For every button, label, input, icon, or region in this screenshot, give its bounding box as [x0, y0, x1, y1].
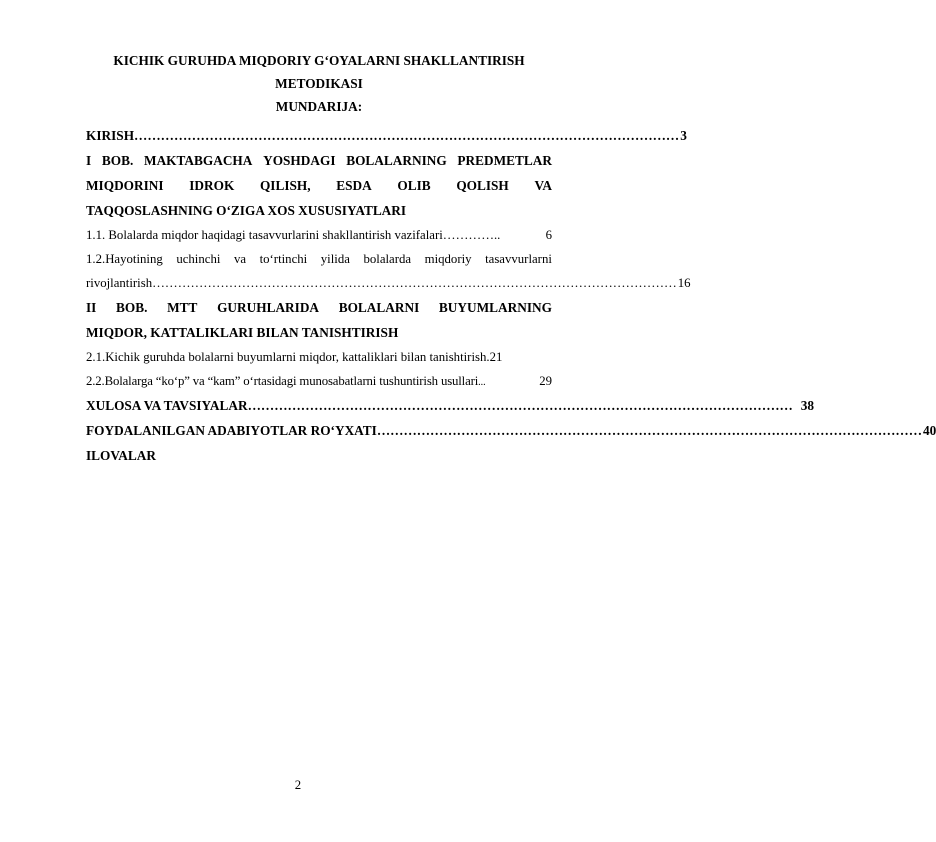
toc-entry-section-1-2-line-2[interactable]	[86, 272, 691, 294]
toc-entry-text: KIRISH	[86, 128, 135, 143]
toc-word: 1.2.Hayotining	[86, 252, 163, 266]
document-title-line-1: KICHIK GURUHDA MIQDORIY G‘OYALARNI SHAKLLANTIRISH	[113, 53, 525, 68]
toc-entry-section-1-2-line-1[interactable]	[86, 248, 552, 270]
toc-word: uchinchi	[176, 252, 221, 266]
toc-leader-dots: …………..	[442, 228, 501, 242]
toc-word: ESDA	[336, 178, 372, 193]
toc-word: BOLALARNI	[338, 300, 420, 315]
toc-word: OLIB	[397, 178, 431, 193]
toc-word: IDROK	[189, 178, 235, 193]
page-number: 2	[294, 778, 302, 792]
toc-word: tasavvurlarni	[485, 252, 552, 266]
toc-entry-text: 2.2.Bolalarga “ko‘p” va “kam” o‘rtasidagi munosabatlarni tushuntirish usullari	[86, 374, 479, 388]
toc-page-number: 3	[680, 128, 687, 143]
toc-page-number: 21	[489, 350, 503, 364]
toc-word: QILISH,	[259, 178, 311, 193]
toc-page-number: 6	[545, 228, 552, 242]
toc-chapter-1-line-2[interactable]	[86, 175, 552, 197]
toc-word: PREDMETLAR	[457, 153, 552, 168]
toc-entry-text: XULOSA VA TAVSIYALAR	[86, 398, 248, 413]
toc-word: VA	[534, 178, 552, 193]
toc-word: MAKTABGACHA	[144, 153, 253, 168]
toc-entry-intro[interactable]	[86, 125, 687, 147]
toc-word: YOSHDAGI	[263, 153, 336, 168]
toc-word: II	[86, 300, 97, 315]
toc-word: bolalarda	[363, 252, 412, 266]
toc-word: I	[86, 153, 92, 168]
toc-word: yilida	[320, 252, 350, 266]
toc-entry-section-2-1[interactable]	[86, 346, 552, 368]
toc-word: va	[233, 252, 247, 266]
toc-page-number: 29	[539, 374, 552, 388]
toc-chapter-2-line-2[interactable]: MIQDOR, KATTALIKLARI BILAN TANISHTIRISH	[86, 325, 399, 340]
toc-entry-text: 2.1.Kichik guruhda bolalarni buyumlarni miqdor, kattaliklari bilan tanishtirish.	[86, 350, 490, 364]
toc-page-number: 16	[677, 276, 691, 290]
toc-chapter-1-line-3[interactable]: TAQQOSLASHNING O‘ZIGA XOS XUSUSIYATLARI	[86, 203, 407, 218]
toc-word: BUYUMLARNING	[438, 300, 552, 315]
toc-word: MTT	[167, 300, 198, 315]
toc-leader-dots: ……………………………………………………………………………………………………………	[376, 423, 923, 438]
toc-leader-dots: ...	[478, 377, 486, 388]
document-title-line-2: METODIKASI	[275, 76, 363, 91]
toc-chapter-2-line-1[interactable]	[86, 297, 552, 319]
toc-entry-appendix[interactable]: ILOVALAR	[86, 448, 156, 463]
toc-entry-text: FOYDALANILGAN ADABIYOTLAR RO‘YXATI	[86, 423, 377, 438]
toc-word: to‘rtinchi	[259, 252, 308, 266]
toc-word: BOB.	[101, 153, 134, 168]
toc-leader-dots: ……………………………………………………………………………………………………………	[152, 276, 677, 290]
toc-word: QOLISH	[456, 178, 509, 193]
toc-entry-text: rivojlantirish	[86, 276, 153, 290]
toc-page-number: 40	[923, 423, 936, 438]
toc-chapter-1-line-1[interactable]	[86, 150, 552, 172]
toc-entry-text: 1.1. Bolalarda miqdor haqidagi tasavvurlarini shakllantirish vazifalari	[86, 228, 443, 242]
toc-leader-dots: ……………………………………………………………………………………………………………	[247, 398, 793, 413]
toc-page-number: 38	[800, 398, 815, 413]
toc-entry-section-1-1[interactable]	[86, 224, 552, 246]
toc-word: miqdoriy	[424, 252, 472, 266]
toc-word: BOB.	[116, 300, 148, 315]
contents-heading: MUNDARIJA:	[275, 99, 363, 114]
toc-entry-section-2-2[interactable]	[86, 370, 552, 394]
toc-word: MIQDORINI	[86, 178, 164, 193]
toc-leader-dots: ……………………………………………………………………………………………………………	[134, 128, 680, 143]
toc-entry-references[interactable]	[86, 420, 936, 442]
toc-entry-conclusion[interactable]	[86, 395, 815, 417]
toc-word: BOLALARNING	[346, 153, 447, 168]
toc-word: GURUHLARIDA	[217, 300, 320, 315]
